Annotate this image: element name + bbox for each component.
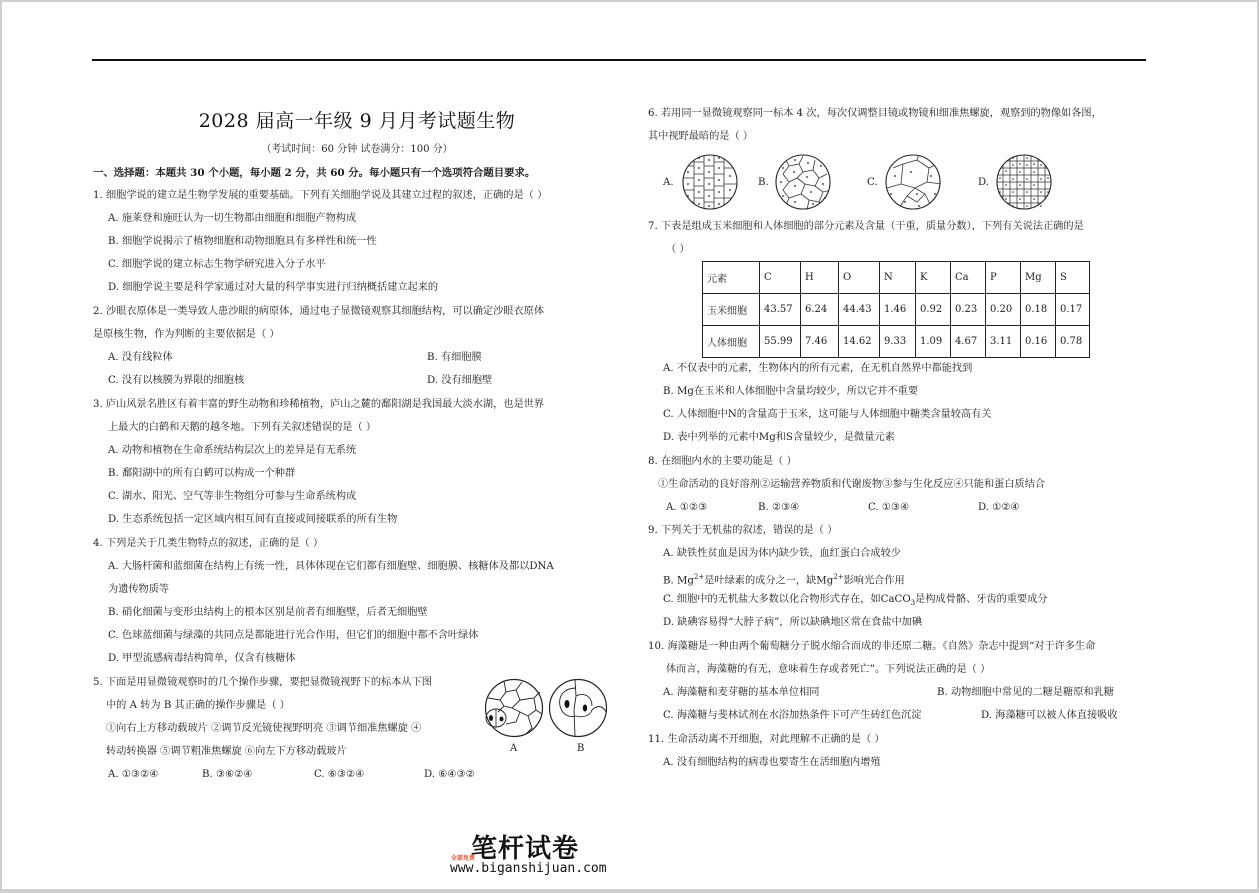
watermark-title: 笔杆试卷 — [471, 834, 580, 864]
superscript: 2+ — [833, 573, 844, 581]
page-title: 2028 届高一年级 9 月月考试题生物 — [198, 110, 516, 132]
table-header-row — [703, 262, 1090, 294]
table-cell: 6.24 — [801, 294, 839, 326]
table-cell: 人体细胞 — [703, 326, 760, 358]
option-a: A. 海藻糖和麦芽糖的基本单位相同 — [663, 687, 820, 698]
option-b-text: 影响光合作用 — [843, 575, 905, 587]
section-heading: 一、选择题：本题共 30 个小题，每小题 2 分，共 60 分。每小题只有一个选项符合题目要求。 — [93, 167, 536, 179]
option-c: C. 人体细胞中N的含量高于玉米，这可能与人体细胞中糖类含量较高有关 — [663, 409, 992, 420]
option-d: D. 海藻糖可以被人体直接吸收 — [981, 710, 1118, 721]
exam-info: （考试时间：60 分钟 试卷满分：100 分） — [261, 144, 453, 155]
option-c: C. ⑥③②④ — [314, 769, 365, 780]
superscript: 2+ — [693, 573, 705, 581]
option-b: B. 鄱阳湖中的所有白鹤可以构成一个种群 — [108, 468, 296, 479]
table-header-cell: K — [916, 262, 951, 294]
question-stem: 2. 沙眼衣原体是一类导致人患沙眼的病原体，通过电子显微镜观察其细胞结构，可以确定沙眼衣原体 — [93, 306, 545, 317]
question-stem-cont: （ ） — [666, 244, 690, 255]
option-d: D. 生态系统包括一定区域内相互间有直接或间接联系的所有生物 — [108, 514, 398, 525]
question-stem: 4. 下列是关于几类生物特点的叙述，正确的是（ ） — [93, 538, 324, 549]
question-stem: 11. 生命活动离不开细胞，对此理解不正确的是（ ） — [648, 734, 885, 745]
table-cell: 4.67 — [951, 326, 986, 358]
option-a-cont: 为遗传物质等 — [108, 584, 170, 595]
table-header-cell: 元素 — [703, 262, 760, 294]
table-header-cell: S — [1056, 262, 1090, 294]
question-stem: 5. 下面是用显微镜观察时的几个操作步骤，要把显微镜视野下的标本从下图 — [93, 677, 432, 688]
option-d: D. 没有细胞壁 — [427, 375, 493, 386]
question-stem-cont: 上最大的白鹤和天鹅的越冬地。下列有关叙述错误的是（ ） — [108, 422, 377, 433]
option-c: C. ①③④ — [868, 502, 910, 513]
table-header-cell: H — [801, 262, 839, 294]
option-b: B. 硝化细菌与变形虫结构上的根本区别是前者有细胞壁，后者无细胞壁 — [108, 607, 428, 618]
table-cell: 玉米细胞 — [703, 294, 760, 326]
table-header-cell: P — [986, 262, 1021, 294]
option-b: B. ②③④ — [758, 502, 800, 513]
option-a: A. 不仅表中的元素，生物体内的所有元素，在无机自然界中都能找到 — [663, 363, 973, 374]
question-stem: 1. 细胞学说的建立是生物学发展的重要基础。下列有关细胞学说及其建立过程的叙述，正确的是（ ） — [93, 190, 548, 201]
option-c-text: 是构成骨骼、牙齿的重要成分 — [915, 594, 1048, 605]
option-c: C. 细胞学说的建立标志生物学研究进入分子水平 — [108, 259, 326, 270]
question-stem-cont: 中的 A 转为 B 其正确的操作步骤是（ ） — [106, 700, 290, 711]
option-a: A. 施莱登和施旺认为一切生物都由细胞和细胞产物构成 — [108, 213, 357, 224]
figure-a-label: A — [510, 743, 518, 754]
table-header-cell: C — [760, 262, 801, 294]
option-b: B. 细胞学说揭示了植物细胞和动物细胞具有多样性和统一性 — [108, 236, 377, 247]
table-row — [703, 326, 1090, 358]
table-cell: 0.20 — [986, 294, 1021, 326]
cell-view-b-figure — [775, 154, 831, 210]
option-a: A. 缺铁性贫血是因为体内缺少铁，血红蛋白合成较少 — [663, 548, 901, 559]
question-stem: 6. 若用同一显微镜观察同一标本 4 次，每次仅调整目镜或物镜和细准焦螺旋，观察到的物像如各图， — [648, 108, 1102, 119]
table-cell: 14.62 — [839, 326, 880, 358]
option-b: B. 动物细胞中常见的二糖是糖原和乳糖 — [937, 687, 1114, 698]
table-cell: 43.57 — [760, 294, 801, 326]
option-b — [663, 570, 905, 588]
cell-view-d-figure — [996, 154, 1052, 210]
option-b: B. ③⑥②④ — [202, 769, 253, 780]
table-cell: 0.16 — [1021, 326, 1056, 358]
question-stem: 7. 下表是组成玉米细胞和人体细胞的部分元素及含量（干重，质量分数），下列有关说法正确的是 — [648, 221, 1084, 232]
option-a: A. ①②③ — [666, 502, 708, 513]
table-cell: 55.99 — [760, 326, 801, 358]
cell-view-a-figure — [682, 154, 738, 210]
table-cell: 0.18 — [1021, 294, 1056, 326]
option-c: C. 湖水、阳光、空气等非生物组分可参与生命系统构成 — [108, 491, 357, 502]
table-header-cell: N — [880, 262, 916, 294]
question-stem: 9. 下列关于无机盐的叙述，错误的是（ ） — [648, 525, 838, 536]
table-cell: 44.43 — [839, 294, 880, 326]
microscope-view-a-figure — [484, 678, 544, 738]
element-content-table — [702, 261, 1090, 358]
option-b-text: 是叶绿素的成分之一，缺Mg — [704, 575, 834, 587]
table-cell: 3.11 — [986, 326, 1021, 358]
option-a: A. 没有线粒体 — [108, 352, 173, 363]
question-stem-cont: 是原核生物，作为判断的主要依据是（ ） — [93, 329, 280, 340]
option-a-label: A. — [663, 177, 674, 188]
option-b-text: B. Mg — [663, 575, 694, 587]
statements-list: ①生命活动的良好溶剂②运输营养物质和代谢废物③参与生化反应④只能和蛋白质结合 — [658, 479, 1046, 490]
table-cell: 1.46 — [880, 294, 916, 326]
table-cell: 0.23 — [951, 294, 986, 326]
option-b: B. 有细胞膜 — [427, 352, 482, 363]
table-cell: 0.78 — [1056, 326, 1090, 358]
question-stem: 8. 在细胞内水的主要功能是（ ） — [648, 456, 797, 467]
option-d: D. ⑥④③② — [424, 769, 475, 780]
watermark-tag: 全部免费 — [451, 855, 476, 862]
option-d: D. ①②④ — [978, 502, 1020, 513]
cell-view-c-figure — [885, 154, 941, 210]
table-cell: 0.17 — [1056, 294, 1090, 326]
figure-b-label: B — [577, 743, 585, 754]
question-stem: 10. 海藻糖是一种由两个葡萄糖分子脱水缩合而成的非还原二糖。《自然》杂志中提到“对于许多生命 — [648, 641, 1096, 652]
option-c-label: C. — [867, 177, 878, 188]
option-a: A. 动物和植物在生命系统结构层次上的差异是有无系统 — [108, 445, 357, 456]
watermark-url: www.biganshijuan.com — [450, 861, 607, 876]
subscript: 3 — [910, 599, 916, 608]
option-c: C. 海藻糖与斐林试剂在水浴加热条件下可产生砖红色沉淀 — [663, 710, 922, 721]
option-c — [663, 593, 1048, 610]
question-stem: 3. 庐山风景名胜区有着丰富的野生动物和珍稀植物，庐山之麓的鄱阳湖是我国最大淡水湖，也是世界 — [93, 399, 545, 410]
option-d-label: D. — [978, 177, 990, 188]
exam-page — [2, 2, 1257, 889]
option-a: A. ①③②④ — [108, 769, 159, 780]
steps-list-cont: 转动转换器 ⑤调节粗准焦螺旋 ⑥向左下方移动载玻片 — [106, 746, 347, 757]
option-a: A. 没有细胞结构的病毒也要寄生在活细胞内增殖 — [663, 757, 881, 768]
option-d: D. 表中列举的元素中Mg和S含量较少，是微量元素 — [663, 432, 895, 443]
table-cell: 9.33 — [880, 326, 916, 358]
option-b: B. Mg在玉米和人体细胞中含量均较少，所以它并不重要 — [663, 386, 919, 397]
steps-list: ①向右上方移动载玻片 ②调节反光镜使视野明亮 ③调节细准焦螺旋 ④ — [106, 723, 422, 734]
option-b-label: B. — [758, 177, 769, 188]
question-stem-cont: 体而言，海藻糖的有无，意味着生存或者死亡”。下列说法正确的是（ ） — [666, 664, 991, 675]
option-d: D. 甲型流感病毒结构简单，仅含有核糖体 — [108, 653, 296, 664]
table-cell: 7.46 — [801, 326, 839, 358]
table-header-cell: Ca — [951, 262, 986, 294]
table-cell: 0.92 — [916, 294, 951, 326]
table-cell: 1.09 — [916, 326, 951, 358]
question-stem-cont: 其中视野最暗的是（ ） — [648, 131, 754, 142]
option-c-text: C. 细胞中的无机盐大多数以化合物形式存在，如CaCO — [663, 594, 911, 605]
option-c: C. 没有以核膜为界限的细胞核 — [108, 375, 245, 386]
option-a: A. 大肠杆菌和蓝细菌在结构上有统一性，具体体现在它们都有细胞壁、细胞膜、核糖体及都以DNA — [108, 561, 554, 572]
option-d: D. 细胞学说主要是科学家通过对大量的科学事实进行归纳概括建立起来的 — [108, 282, 439, 293]
option-c: C. 色球蓝细菌与绿藻的共同点是都能进行光合作用，但它们的细胞中都不含叶绿体 — [108, 630, 479, 641]
table-header-cell: O — [839, 262, 880, 294]
header-rule — [92, 59, 1146, 61]
table-row — [703, 294, 1090, 326]
table-header-cell: Mg — [1021, 262, 1056, 294]
microscope-view-b-figure — [548, 678, 608, 738]
option-d: D. 缺碘容易得“大脖子病”，所以缺碘地区常在食盐中加碘 — [663, 617, 923, 628]
